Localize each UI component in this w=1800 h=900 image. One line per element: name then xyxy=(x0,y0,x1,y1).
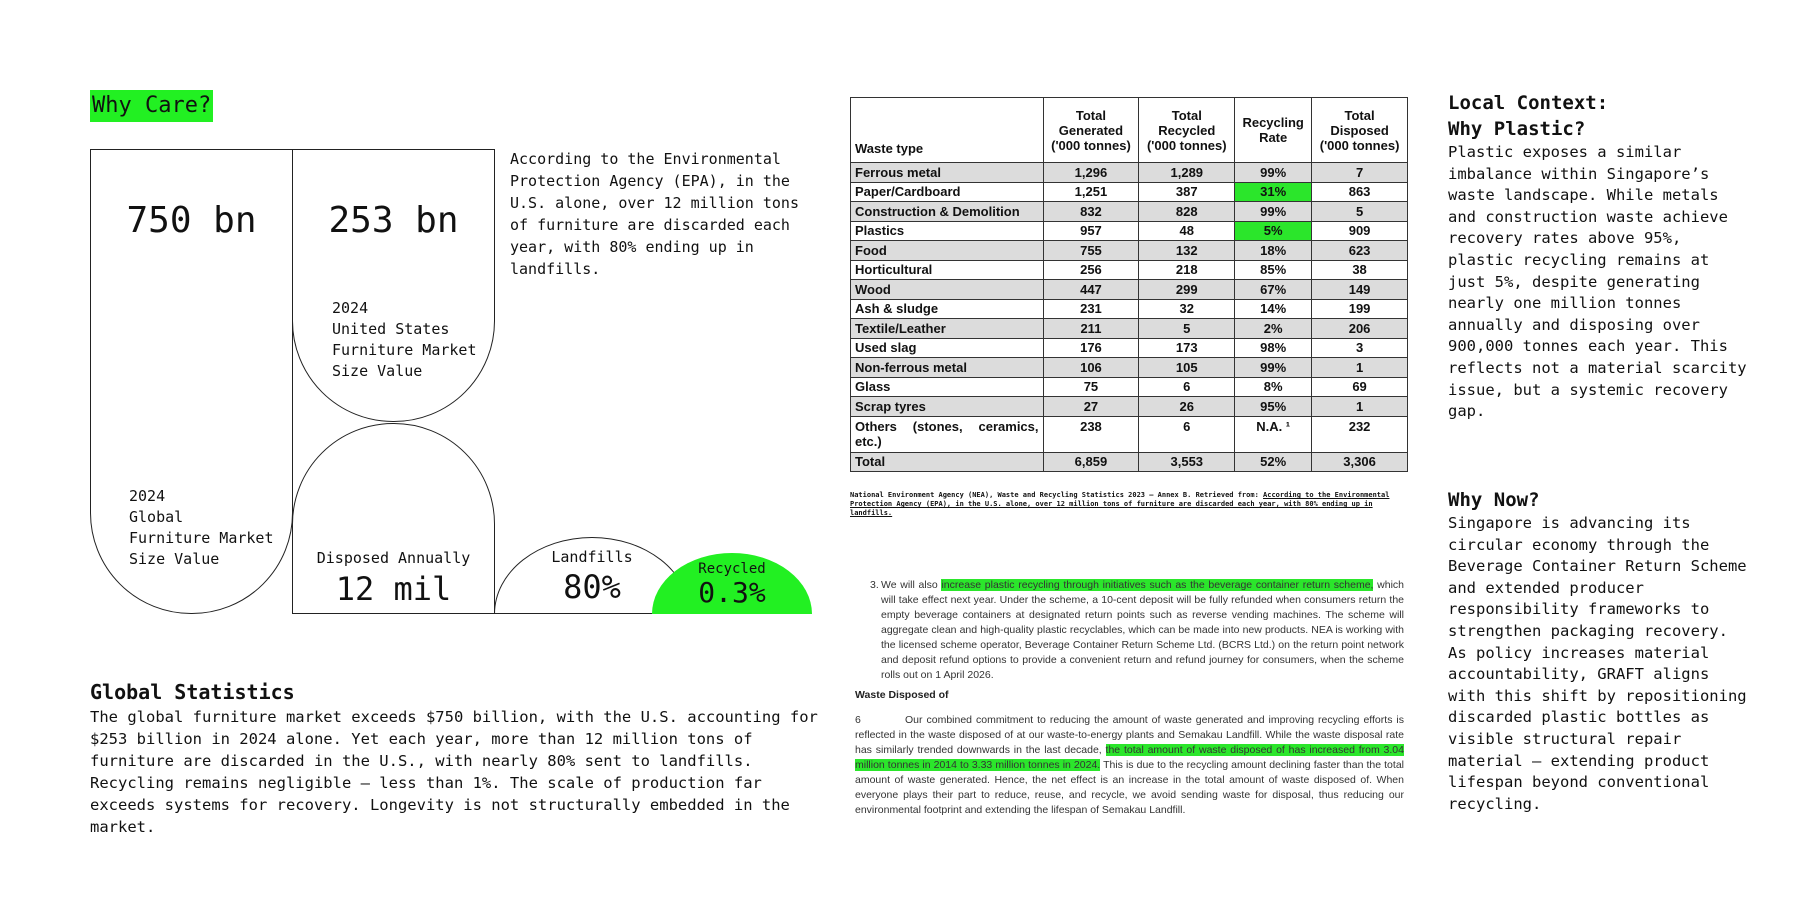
cell-rate: 67% xyxy=(1235,280,1312,300)
table-row xyxy=(851,338,1408,358)
header-total-recycled: Total Recycled ('000 tonnes) xyxy=(1139,98,1235,163)
global-market-shape xyxy=(90,149,293,614)
us-market-label: 2024 United States Furniture Market Size Value xyxy=(332,299,477,380)
table-row xyxy=(851,319,1408,339)
cell-disposed: 206 xyxy=(1312,319,1408,339)
disposed-annually-value: 12 mil xyxy=(335,570,452,608)
header-total-disposed: Total Disposed ('000 tonnes) xyxy=(1312,98,1408,163)
cell-generated: 256 xyxy=(1043,260,1139,280)
highlighted-text: increase plastic recycling through initiatives such as the beverage container return scheme, xyxy=(941,579,1374,591)
table-row xyxy=(851,163,1408,183)
global-statistics-body: The global furniture market exceeds $750 billion, with the U.S. accounting for $253 billion in 2024 alone. Yet each year, more than 12 million tons of furniture are discarded in the U.S., with nearly 80% sent to landfills. Recycling remains negligible — less than 1%. The scale of production far exceeds systems for recovery. Longevity is not structurally embedded in the market. xyxy=(90,708,818,836)
cell-disposed: 7 xyxy=(1312,163,1408,183)
cell-generated: 176 xyxy=(1043,338,1139,358)
why-plastic-title: Why Plastic? xyxy=(1448,118,1586,140)
landfills-label: Landfills xyxy=(551,548,633,566)
cell-disposed: 1 xyxy=(1312,397,1408,417)
source-prefix: National Environment Agency (NEA), Waste and Recycling Statistics 2023 – Annex B. Retrieved from: xyxy=(850,491,1264,499)
cell-waste-type: Scrap tyres xyxy=(851,397,1044,417)
cell-recycled: 132 xyxy=(1139,241,1235,261)
cell-recycled: 3,553 xyxy=(1139,452,1235,472)
cell-disposed: 5 xyxy=(1312,202,1408,222)
cell-recycled: 387 xyxy=(1139,182,1235,202)
why-care-heading: Why Care? xyxy=(90,90,213,122)
cell-disposed: 3,306 xyxy=(1312,452,1408,472)
cell-recycled: 218 xyxy=(1139,260,1235,280)
cell-recycled: 5 xyxy=(1139,319,1235,339)
waste-statistics-table xyxy=(850,97,1408,472)
table-row xyxy=(851,221,1408,241)
cell-recycled: 828 xyxy=(1139,202,1235,222)
paragraph-number: 6 xyxy=(855,714,861,726)
cell-rate: 2% xyxy=(1235,319,1312,339)
table-row xyxy=(851,182,1408,202)
cell-waste-type: Non-ferrous metal xyxy=(851,358,1044,378)
disposed-annually-shape xyxy=(292,423,495,614)
cell-rate: 18% xyxy=(1235,241,1312,261)
cell-generated: 231 xyxy=(1043,299,1139,319)
cell-rate: 52% xyxy=(1235,452,1312,472)
table-total-row xyxy=(851,452,1408,472)
cell-rate: 85% xyxy=(1235,260,1312,280)
table-row xyxy=(851,416,1408,452)
table-row xyxy=(851,358,1408,378)
cell-disposed: 3 xyxy=(1312,338,1408,358)
excerpt-paragraph-6 xyxy=(855,713,1404,818)
recycled-value: 0.3% xyxy=(698,576,766,609)
cell-disposed: 1 xyxy=(1312,358,1408,378)
cell-generated: 755 xyxy=(1043,241,1139,261)
cell-waste-type: Ash & sludge xyxy=(851,299,1044,319)
source-link[interactable]: According to the Environmental Protection Agency (EPA), in the U.S. alone, over 12 million tons of furniture are discarded each year, with 80% ending up in landfills. xyxy=(850,491,1390,517)
cell-generated: 211 xyxy=(1043,319,1139,339)
cell-recycled: 6 xyxy=(1139,416,1235,452)
cell-waste-type: Food xyxy=(851,241,1044,261)
cell-rate: 14% xyxy=(1235,299,1312,319)
cell-rate: 99% xyxy=(1235,163,1312,183)
global-statistics-title: Global Statistics xyxy=(90,680,295,704)
disposed-annually-label: Disposed Annually xyxy=(316,549,471,567)
cell-recycled: 105 xyxy=(1139,358,1235,378)
waste-disposed-heading: Waste Disposed of xyxy=(855,689,949,701)
cell-recycled: 173 xyxy=(1139,338,1235,358)
table-source-note xyxy=(850,491,1410,518)
cell-disposed: 69 xyxy=(1312,377,1408,397)
cell-waste-type: Construction & Demolition xyxy=(851,202,1044,222)
paragraph-number: 3. xyxy=(870,579,879,591)
cell-waste-type: Glass xyxy=(851,377,1044,397)
cell-rate: 99% xyxy=(1235,202,1312,222)
cell-rate: N.A. ¹ xyxy=(1235,416,1312,452)
cell-rate: 8% xyxy=(1235,377,1312,397)
table-row xyxy=(851,377,1408,397)
cell-rate-highlighted: 31% xyxy=(1235,182,1312,202)
cell-disposed: 199 xyxy=(1312,299,1408,319)
cell-waste-type: Textile/Leather xyxy=(851,319,1044,339)
cell-waste-type: Others (stones, ceramics, etc.) xyxy=(851,416,1044,452)
cell-generated: 1,251 xyxy=(1043,182,1139,202)
cell-generated: 957 xyxy=(1043,221,1139,241)
local-context-title: Local Context: xyxy=(1448,92,1609,114)
recycled-label: Recycled xyxy=(698,561,766,577)
us-market-value: 253 bn xyxy=(328,200,459,241)
cell-generated: 238 xyxy=(1043,416,1139,452)
cell-generated: 75 xyxy=(1043,377,1139,397)
table-row xyxy=(851,241,1408,261)
global-market-label: 2024 Global Furniture Market Size Value xyxy=(129,487,274,568)
cell-recycled: 299 xyxy=(1139,280,1235,300)
cell-waste-type: Used slag xyxy=(851,338,1044,358)
table-row xyxy=(851,299,1408,319)
highlighted-text: the total amount of waste disposed of has increased from 3.04 million tonnes in 2014 to 3.33 million tonnes in 2024. xyxy=(855,744,1404,771)
cell-recycled: 6 xyxy=(1139,377,1235,397)
cell-generated: 447 xyxy=(1043,280,1139,300)
global-market-value: 750 bn xyxy=(126,200,257,241)
text-segment: We will also xyxy=(881,579,942,591)
header-recycling-rate: Recycling Rate xyxy=(1235,98,1312,163)
table-row xyxy=(851,397,1408,417)
recycled-shape xyxy=(652,553,812,614)
cell-disposed: 232 xyxy=(1312,416,1408,452)
paragraph-text xyxy=(870,578,1404,683)
header-waste-type: Waste type xyxy=(851,98,1044,163)
cell-rate: 98% xyxy=(1235,338,1312,358)
cell-disposed: 909 xyxy=(1312,221,1408,241)
baseline-divider xyxy=(494,613,652,614)
cell-recycled: 32 xyxy=(1139,299,1235,319)
local-context-body: Plastic exposes a similar imbalance within Singapore’s waste landscape. While metals and construction waste achieve recovery rates above 95%, plastic recycling remains at just 5%, despite generating nearly one million tonnes annually and disposing over 900,000 tonnes each year. This reflects not a material scarcity issue, but a systemic recovery gap. xyxy=(1448,143,1747,421)
cell-disposed: 863 xyxy=(1312,182,1408,202)
cell-rate: 95% xyxy=(1235,397,1312,417)
table-row xyxy=(851,260,1408,280)
epa-statement: According to the Environmental Protection Agency (EPA), in the U.S. alone, over 12 million tons of furniture are discarded each year, with 80% ending up in landfills. xyxy=(510,150,799,278)
cell-rate: 99% xyxy=(1235,358,1312,378)
cell-disposed: 149 xyxy=(1312,280,1408,300)
text-segment: This is due to the recycling amount declining faster than the total amount of waste generated. Hence, the net effect is an increase in the total amount of waste disposed of. When everyone plays their part to reduce, reuse, and recycle, we avoid sending waste for disposal, thus reducing our environmental footprint and extending the lifespan of Semakau Landfill. xyxy=(855,759,1404,816)
table-row xyxy=(851,202,1408,222)
cell-generated: 1,296 xyxy=(1043,163,1139,183)
text-segment: which will take effect next year. Under the scheme, a 10-cent deposit will be fully refunded when consumers return the empty beverage containers at designated return points such as reverse vending machines. The scheme will aggregate clean and high-quality plastic recyclables, which can be made into new products. NEA is working with the licensed scheme operator, Beverage Container Return Scheme Ltd. (BCRS Ltd.) on the return point network and deposit refund options to provide a convenient return and refund journey for consumers, when the scheme rolls out on 1 April 2026. xyxy=(881,579,1405,681)
landfills-value: 80% xyxy=(563,568,621,606)
table-row xyxy=(851,280,1408,300)
excerpt-paragraph-3 xyxy=(870,578,1404,683)
why-now-title: Why Now? xyxy=(1448,489,1540,511)
cell-waste-type: Ferrous metal xyxy=(851,163,1044,183)
cell-waste-type: Wood xyxy=(851,280,1044,300)
us-market-shape xyxy=(292,149,495,422)
cell-recycled: 48 xyxy=(1139,221,1235,241)
cell-waste-type: Total xyxy=(851,452,1044,472)
cell-generated: 6,859 xyxy=(1043,452,1139,472)
cell-disposed: 623 xyxy=(1312,241,1408,261)
cell-generated: 832 xyxy=(1043,202,1139,222)
cell-generated: 27 xyxy=(1043,397,1139,417)
cell-waste-type: Paper/Cardboard xyxy=(851,182,1044,202)
cell-generated: 106 xyxy=(1043,358,1139,378)
why-now-body: Singapore is advancing its circular economy through the Beverage Container Return Scheme and extended producer responsibility frameworks to strengthen packaging recovery. As policy increases material accountability, GRAFT aligns with this shift by repositioning discarded plastic bottles as visible structural repair material — extending product lifespan beyond conventional recycling. xyxy=(1448,514,1747,813)
cell-disposed: 38 xyxy=(1312,260,1408,280)
why-now-section xyxy=(1448,487,1748,815)
cell-recycled: 1,289 xyxy=(1139,163,1235,183)
header-total-generated: Total Generated ('000 tonnes) xyxy=(1043,98,1139,163)
cell-waste-type: Horticultural xyxy=(851,260,1044,280)
cell-rate-highlighted: 5% xyxy=(1235,221,1312,241)
local-context-section xyxy=(1448,90,1748,423)
cell-recycled: 26 xyxy=(1139,397,1235,417)
cell-waste-type: Plastics xyxy=(851,221,1044,241)
text-segment: Our combined commitment to reducing the amount of waste generated and improving recycling efforts is reflected in the waste disposed of at our waste-to-energy plants and Semakau Landfill. While the waste disposal rate has similarly trended downwards in the last decade, xyxy=(855,714,1404,756)
